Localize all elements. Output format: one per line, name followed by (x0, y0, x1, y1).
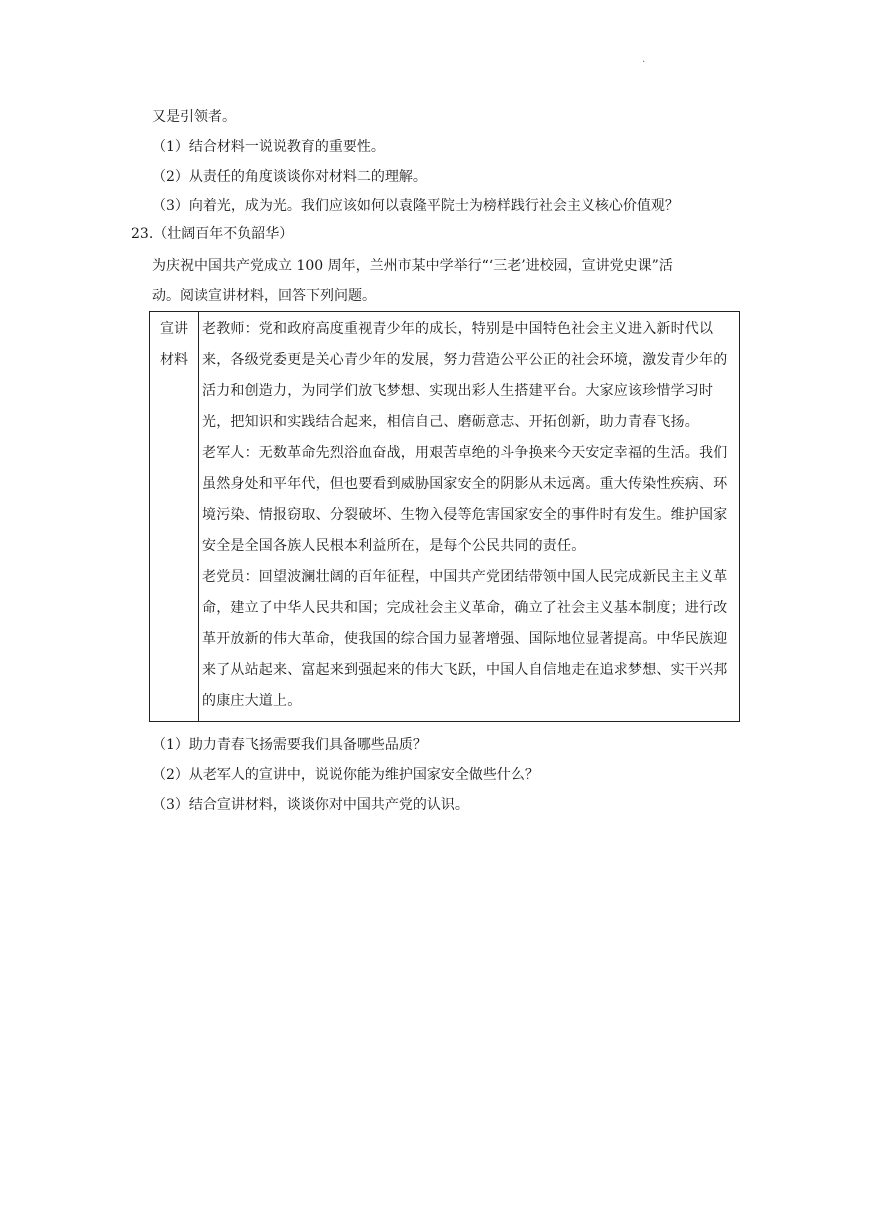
question-22-part-3: （3）向着光，成为光。我们应该如何以袁隆平院士为榜样践行社会主义核心价值观？ (152, 198, 679, 214)
question-23-part-2: （2）从老军人的宣讲中，说说你能为维护国家安全做些什么？ (152, 767, 539, 783)
question-23-intro-line1: 为庆祝中国共产党成立 100 周年，兰州市某中学举行“‘三老’进校园，宣讲党史课”活 (152, 258, 673, 274)
question-23-intro-line2: 动。阅读宣讲材料，回答下列问题。 (152, 288, 376, 304)
question-23-title: 23.（壮阔百年不负韶华） (131, 226, 294, 242)
header-line-2: 材料 (160, 352, 188, 368)
page-mark: . (642, 54, 646, 65)
text-line: 又是引领者。 (152, 109, 236, 125)
header-line-1: 宣讲 (160, 321, 188, 337)
material-table (149, 311, 740, 722)
question-23-part-1: （1）助力青春飞扬需要我们具备哪些品质？ (152, 737, 427, 753)
teacher-speech: 老教师：党和政府高度重视青少年的成长，特别是中国特色社会主义进入新时代以来，各级党委更是关心青少年的发展，努力营造公平公正的社会环境，激发青少年的活力和创造力，为同学们放飞梦想、实现出彩人生搭建平台。大家应该珍惜学习时光，把知识和实践结合起来，相信自己、磨砺意志、开拓创新，助力青春飞扬。 (202, 321, 728, 430)
party-member-speech: 老党员：回望波澜壮阔的百年征程，中国共产党团结带领中国人民完成新民主主义革命，建立了中华人民共和国；完成社会主义革命，确立了社会主义基本制度；进行改革开放新的伟大革命，使我国的综合国力显著增强、国际地位显著提高。中华民族迎来了从站起来、富起来到强起来的伟大飞跃，中国人自信地走在追求梦想、实干兴邦的康庄大道上。 (202, 569, 728, 709)
question-22-part-1: （1）结合材料一说说教育的重要性。 (152, 139, 385, 155)
soldier-speech: 老军人：无数革命先烈浴血奋战，用艰苦卓绝的斗争换来今天安定幸福的生活。我们虽然身处和平年代，但也要看到威胁国家安全的阴影从未远离。重大传染性疾病、环境污染、情报窃取、分裂破坏、生物入侵等危害国家安全的事件时有发生。维护国家安全是全国各族人民根本利益所在，是每个公民共同的责任。 (202, 445, 728, 554)
question-23-part-3: （3）结合宣讲材料，谈谈你对中国共产党的认识。 (152, 797, 469, 813)
question-22-part-2: （2）从责任的角度谈谈你对材料二的理解。 (152, 169, 427, 185)
material-table-header (150, 312, 199, 722)
material-table-body (199, 312, 740, 722)
